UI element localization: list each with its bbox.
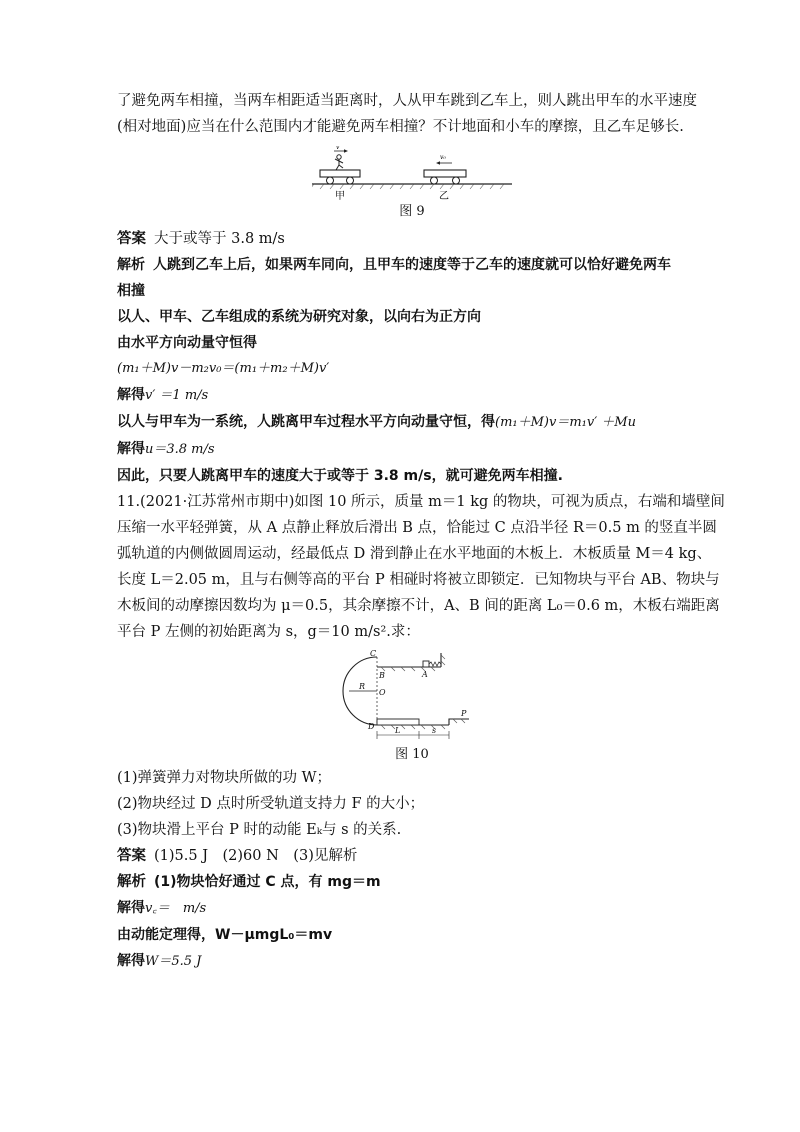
analysis-text-1: 人跳到乙车上后，如果两车同向，且甲车的速度等于乙车的速度就可以恰好避免两车: [153, 257, 671, 273]
solve-label: 解得: [117, 953, 145, 969]
label-s: s: [432, 726, 437, 735]
p11-question-2: (2)物块经过 D 点时所受轨道支持力 F 的大小；: [117, 796, 425, 812]
solve-label: 解得: [117, 900, 145, 916]
cart-jia: [320, 170, 360, 177]
p11-solve-2: [117, 948, 707, 975]
label-jia: 甲: [335, 191, 345, 202]
solve-value: W＝5.5 J: [145, 954, 202, 969]
answer-text: 大于或等于 3.8 m/s: [154, 231, 285, 247]
p11-text-line-4: 长度 L＝2.05 m，且与右侧等高的平台 P 相碰时将被立即锁定．已知物块与平台 AB、物块与: [117, 572, 720, 588]
figure-9-carts: [312, 146, 512, 202]
p10-conclusion: 因此，只要人跳离甲车的速度大于或等于 3.8 m/s，就可避免两车相撞.: [117, 468, 563, 484]
solve-value: v꜀＝ m/s: [145, 901, 207, 916]
equation-2: (m₁＋M)v＝m₁v′ ＋Mu: [495, 415, 636, 430]
p10-text-line-1: 了避免两车相撞，当两车相距适当距离时，人从甲车跳到乙车上，则人跳出甲车的水平速度: [117, 93, 697, 109]
label-O: O: [379, 688, 386, 697]
velocity-v-label: v: [336, 146, 340, 151]
analysis-label: 解析: [117, 257, 145, 273]
label-B: B: [379, 671, 385, 680]
label-R: R: [359, 682, 366, 691]
p10-answer: [117, 226, 707, 252]
p11-question-1: (1)弹簧弹力对物块所做的功 W；: [117, 770, 332, 786]
figure-10-caption: 图 10: [395, 747, 429, 762]
solve-value: u＝3.8 m/s: [145, 442, 215, 457]
label-yi: 乙: [439, 191, 449, 202]
p10-analysis-1: [117, 252, 707, 278]
solve-label: 解得: [117, 441, 145, 457]
velocity-v0-label: v₀: [440, 154, 446, 161]
solve-value: v′ ＝1 m/s: [145, 388, 209, 403]
label-L: L: [395, 726, 401, 735]
label-P: P: [461, 709, 467, 718]
analysis-text-4: 以人与甲车为一系统，人跳离甲车过程水平方向动量守恒，得: [117, 414, 495, 430]
analysis-text-1: (1)物块恰好通过 C 点，有 mg＝m: [154, 874, 381, 890]
spring: [429, 662, 441, 666]
document-page: [117, 88, 725, 975]
p10-analysis-3: 由水平方向动量守恒得: [117, 335, 257, 351]
block: [423, 661, 429, 667]
figure-10-track: [337, 649, 487, 745]
label-D: D: [368, 722, 375, 731]
p10-analysis-4: [117, 409, 707, 436]
p11-text-line-3: 弧轨道的内侧做圆周运动，经最低点 D 滑到静止在水平地面的木板上．木板质量 M＝4 kg、: [117, 546, 712, 562]
answer-label: 答案: [117, 848, 146, 864]
p11-text-line-5: 木板间的动摩擦因数均为 μ＝0.5，其余摩擦不计，A、B 间的距离 L₀＝0.6 m，木板右端距离: [117, 598, 720, 614]
p11-text-line-1: 11.(2021·江苏常州市期中)如图 10 所示，质量 m＝1 kg 的物块，可视为质点，右端和墙壁间: [117, 494, 725, 510]
board: [377, 719, 419, 725]
p10-text-line-2: (相对地面)应当在什么范围内才能避免两车相撞？不计地面和小车的摩擦，且乙车足够长.: [117, 119, 684, 135]
p11-question-3: (3)物块滑上平台 P 时的动能 Eₖ与 s 的关系.: [117, 822, 402, 838]
p11-answer: [117, 843, 707, 869]
p11-text-line-6: 平台 P 左侧的初始距离为 s，g＝10 m/s².求：: [117, 624, 420, 640]
cart-yi: [424, 170, 466, 177]
answer-text: (1)5.5 J (2)60 N (3)见解析: [154, 848, 358, 864]
label-C: C: [370, 649, 377, 658]
solve-label: 解得: [117, 387, 145, 403]
p10-analysis-2: 以人、甲车、乙车组成的系统为研究对象，以向右为正方向: [117, 309, 481, 325]
p11-solve-1: [117, 895, 707, 922]
p11-analysis-2: 由动能定理得，W－μmgL₀＝mv: [117, 927, 333, 943]
figure-9-caption: 图 9: [399, 204, 425, 219]
person-figure: [335, 155, 343, 170]
p11-analysis-1: [117, 869, 707, 895]
p10-equation-1: (m₁＋M)v－m₂v₀＝(m₁＋m₂＋M)v′: [117, 361, 330, 376]
platform-p: [449, 719, 469, 725]
p10-solve-1: [117, 382, 707, 409]
p11-text-line-2: 压缩一水平轻弹簧，从 A 点静止释放后滑出 B 点，恰能过 C 点沿半径 R＝0.5 m 的竖直半圆: [117, 520, 717, 536]
answer-label: 答案: [117, 231, 146, 247]
p10-solve-2: [117, 436, 707, 463]
analysis-label: 解析: [117, 874, 146, 890]
label-A: A: [422, 670, 428, 679]
p10-analysis-1b: 相撞: [117, 283, 145, 299]
